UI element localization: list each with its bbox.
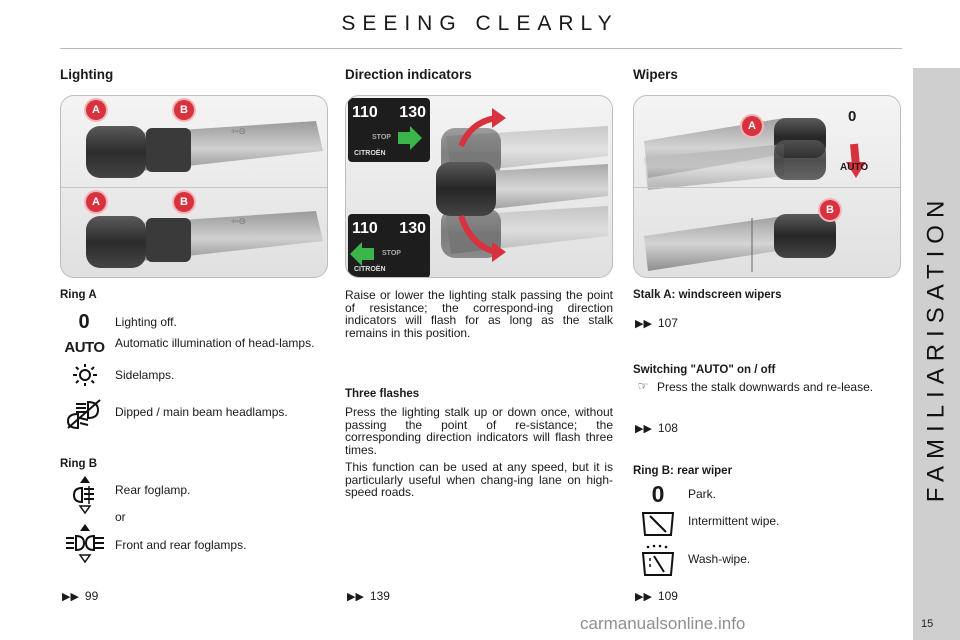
reference-page-number: 99 bbox=[84, 589, 99, 603]
badge-b: B bbox=[174, 100, 194, 120]
cluster-speed: 130 bbox=[399, 104, 426, 121]
direction-indicators-title: Direction indicators bbox=[345, 67, 472, 82]
page-title: SEEING CLEARLY bbox=[341, 12, 619, 35]
front-rear-foglamps-icon bbox=[64, 522, 106, 564]
badge-a: A bbox=[86, 100, 106, 120]
side-tab-label-wrap bbox=[913, 68, 960, 628]
three-flashes-body: Press the lighting stalk up or down once, without passing the point of re-sistance; the corresponding direction indicators will flash three times. bbox=[345, 405, 613, 457]
switching-auto-text: Press the stalk downwards and re-lease. bbox=[657, 380, 874, 394]
ring-b-item-text: or bbox=[115, 510, 126, 524]
badge-b: B bbox=[820, 200, 840, 220]
three-flashes-title: Three flashes bbox=[345, 388, 420, 400]
side-tab-label: FAMILIARISATION bbox=[922, 193, 950, 503]
page-reference[interactable] bbox=[635, 589, 678, 603]
ring-a-item-text: Dipped / main beam headlamps. bbox=[115, 405, 288, 419]
reference-arrow-icon: ▶▶ bbox=[347, 590, 364, 603]
wiper-zero-label: 0 bbox=[848, 108, 857, 125]
switching-auto-title: Switching "AUTO" on / off bbox=[633, 364, 776, 376]
cluster-brand: CITROËN bbox=[354, 266, 386, 273]
three-flashes-note: This function can be used at any speed, but it is particularly useful when chang-ing lane on high-speed roads. bbox=[345, 460, 613, 499]
wash-wipe-icon bbox=[640, 544, 676, 578]
wiper-auto-label: AUTO bbox=[840, 162, 869, 173]
cluster-speed-readout bbox=[352, 220, 426, 238]
rear-foglamp-icon bbox=[72, 474, 98, 514]
reference-arrow-icon: ▶▶ bbox=[62, 590, 79, 603]
watermark: carmanualsonline.info bbox=[580, 614, 746, 633]
page-reference[interactable] bbox=[347, 589, 390, 603]
reference-arrow-icon: ▶▶ bbox=[635, 422, 652, 435]
badge-b: B bbox=[174, 192, 194, 212]
auto-symbol-icon: AUTO bbox=[64, 338, 105, 356]
sidelamps-icon bbox=[70, 362, 100, 388]
ring-a-item-text: Lighting off. bbox=[115, 315, 177, 329]
wiper-stalk-illustration bbox=[633, 95, 901, 278]
title-divider bbox=[60, 48, 902, 49]
lighting-title: Lighting bbox=[60, 67, 114, 82]
rear-wiper-item-text: Wash-wipe. bbox=[688, 552, 751, 566]
cluster-speed: 130 bbox=[399, 220, 426, 237]
reference-arrow-icon: ▶▶ bbox=[635, 317, 652, 330]
stalk-a-title: Stalk A: windscreen wipers bbox=[633, 289, 782, 301]
cluster-brand: CITROËN bbox=[354, 150, 386, 157]
ring-a-item-text: Sidelamps. bbox=[115, 368, 175, 382]
cluster-speed: 110 bbox=[352, 104, 378, 121]
ring-b-item-text: Front and rear foglamps. bbox=[115, 538, 247, 552]
badge-a: A bbox=[86, 192, 106, 212]
rear-wiper-item-text: Intermittent wipe. bbox=[688, 514, 780, 528]
wipers-title: Wipers bbox=[633, 67, 678, 82]
cluster-stop-label: STOP bbox=[372, 134, 391, 141]
lighting-panel-divider bbox=[61, 187, 327, 188]
intermittent-wipe-icon bbox=[640, 510, 676, 538]
page-reference[interactable] bbox=[62, 589, 98, 603]
park-zero-icon: 0 bbox=[651, 480, 665, 507]
page-reference[interactable] bbox=[635, 421, 678, 435]
reference-page-number: 108 bbox=[657, 421, 678, 435]
ring-a-title: Ring A bbox=[60, 289, 97, 301]
cluster-speed: 110 bbox=[352, 220, 378, 237]
svg-text:⇦⊖: ⇦⊖ bbox=[231, 127, 247, 137]
direction-indicator-illustration bbox=[345, 95, 613, 278]
svg-text:⇦⊖: ⇦⊖ bbox=[231, 217, 247, 227]
ring-b-item-text: Rear foglamp. bbox=[115, 483, 191, 497]
ring-b-rear-wiper-title: Ring B: rear wiper bbox=[633, 465, 733, 477]
dipped-main-beam-icon bbox=[64, 398, 104, 430]
reference-arrow-icon: ▶▶ bbox=[635, 590, 652, 603]
rear-wiper-item-text: Park. bbox=[688, 487, 717, 501]
lighting-stalk-illustration bbox=[60, 95, 328, 278]
reference-page-number: 139 bbox=[369, 589, 390, 603]
cluster-stop-label: STOP bbox=[382, 250, 401, 257]
zero-symbol-icon: 0 bbox=[78, 310, 90, 333]
badge-a: A bbox=[742, 116, 762, 136]
pointing-hand-icon: ☞ bbox=[637, 379, 649, 393]
reference-page-number: 107 bbox=[657, 316, 678, 330]
cluster-speed-readout bbox=[352, 104, 426, 122]
ring-b-title: Ring B bbox=[60, 458, 98, 470]
wiper-panel-divider bbox=[634, 187, 900, 188]
reference-page-number: 109 bbox=[657, 589, 678, 603]
direction-body: Raise or lower the lighting stalk passing the point of resistance; the correspond-ing direction indicators will flash for as long as the stalk remains in this position. bbox=[345, 288, 613, 340]
ring-a-item-text: Automatic illumination of head-lamps. bbox=[115, 336, 315, 350]
page-reference[interactable] bbox=[635, 316, 678, 330]
page-number: 15 bbox=[921, 618, 934, 630]
